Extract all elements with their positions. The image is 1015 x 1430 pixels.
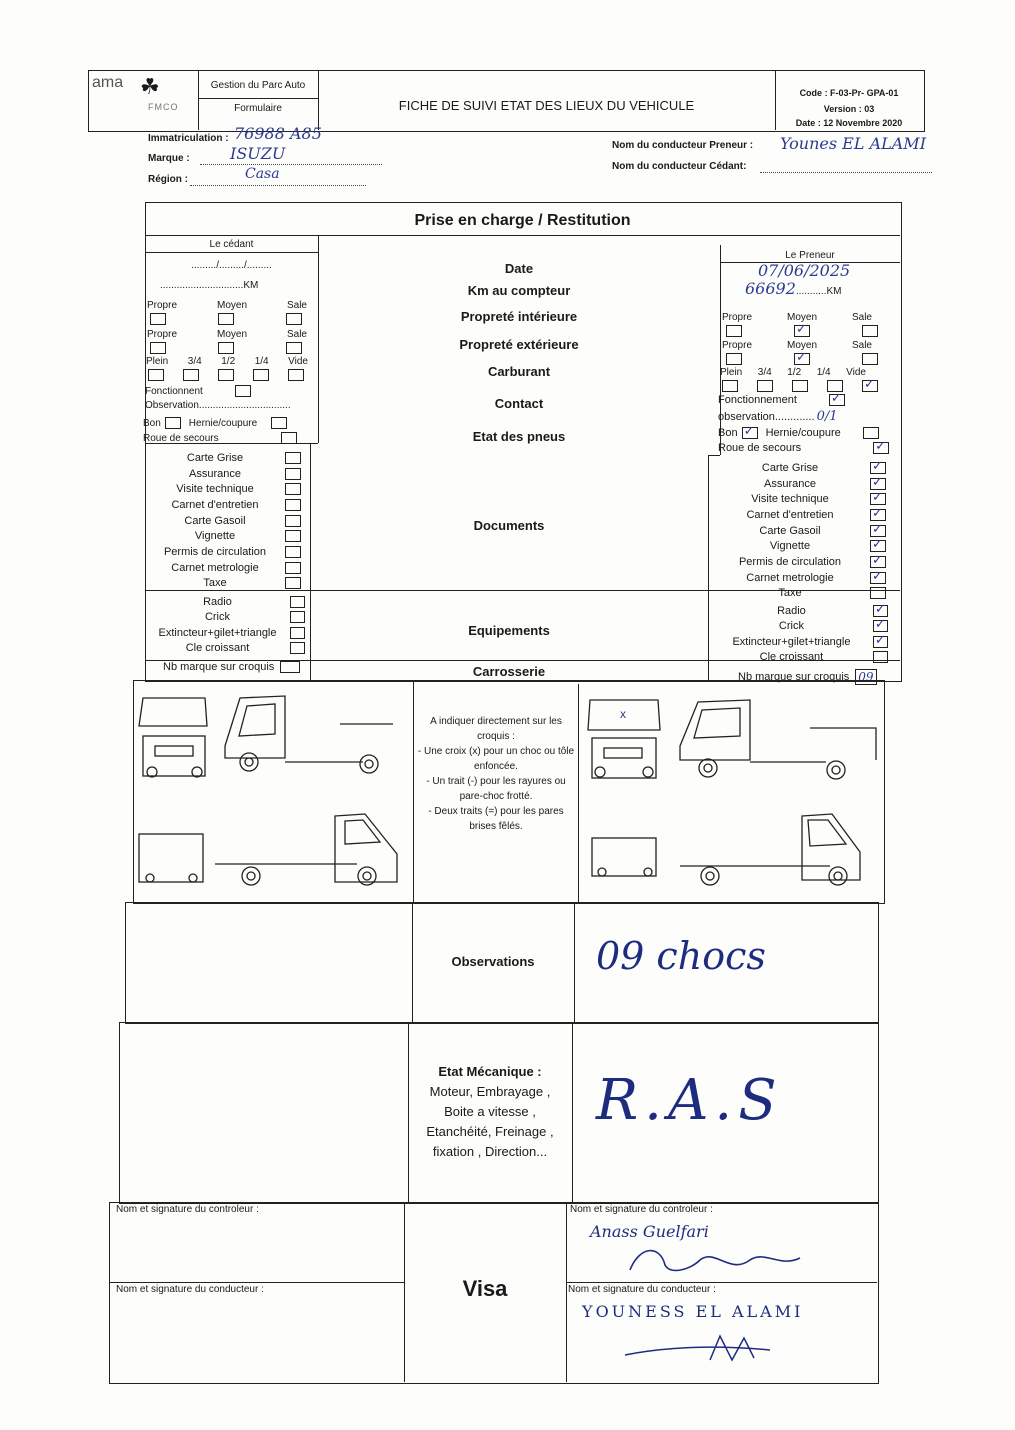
label-carrosserie: Carrosserie — [472, 664, 546, 679]
right-equipements-list — [710, 603, 888, 665]
controleur-signature-mark — [620, 1240, 810, 1280]
region-label: Région : — [148, 174, 188, 185]
sig-controleur-label-right: Nom et signature du controleur : — [570, 1204, 713, 1215]
svg-text:x: x — [620, 707, 626, 721]
left-prop-int-sale-checkbox[interactable] — [286, 313, 302, 325]
right-fuel-vide-checkbox[interactable] — [862, 380, 878, 392]
left-hernie: Hernie/coupure — [188, 417, 258, 429]
logo-text: ama — [92, 74, 124, 91]
left-prop-int-moyen: Moyen — [216, 300, 247, 311]
left-fuel-vide-checkbox[interactable] — [288, 369, 304, 381]
left-fuel-34: 3/4 — [187, 356, 202, 367]
left-equip-label: Radio — [203, 595, 232, 608]
right-doc-checkbox[interactable] — [870, 572, 886, 584]
left-doc-label: Carnet metrologie — [171, 561, 259, 574]
left-roue: Roue de secours — [143, 432, 219, 444]
right-doc-checkbox[interactable] — [870, 556, 886, 568]
conducteur-signature-mark — [620, 1330, 800, 1370]
mecanique-label: Etat Mécanique : — [438, 1064, 542, 1079]
right-bon: Bon — [718, 427, 738, 439]
croquis-instruction-line: - Un trait (-) pour les rayures ou pare-choc frotté. — [426, 776, 566, 802]
right-doc-label: Carte Grise — [761, 461, 819, 474]
label-prop-int: Propreté intérieure — [460, 309, 578, 324]
left-doc-label: Carte Grise — [186, 451, 244, 464]
form-title: FICHE DE SUIVI ETAT DES LIEUX DU VEHICULE — [398, 98, 695, 113]
right-bon-checkbox[interactable] — [742, 427, 758, 439]
right-prop-int-moyen-checkbox[interactable] — [794, 325, 810, 337]
left-fonctionnement-checkbox[interactable] — [235, 385, 251, 397]
left-fuel-14-checkbox[interactable] — [253, 369, 269, 381]
mecanique-detail: Moteur, Embrayage , Boite a vitesse , Etanchéité, Freinage , fixation , Direction... — [426, 1084, 554, 1159]
left-prop-int-propre-checkbox[interactable] — [150, 313, 166, 325]
right-doc-label: Carte Gasoil — [759, 524, 821, 537]
left-fuel-plein: Plein — [146, 356, 169, 367]
right-fuel-34-checkbox[interactable] — [757, 380, 773, 392]
right-doc-label: Assurance — [764, 477, 816, 490]
left-roue-checkbox[interactable] — [281, 432, 297, 444]
label-documents: Documents — [473, 518, 545, 533]
section-title: Prise en charge / Restitution — [414, 212, 631, 229]
right-doc-label: Vignette — [769, 540, 811, 553]
right-equip-label: Crick — [778, 620, 804, 633]
right-hernie: Hernie/coupure — [765, 427, 841, 439]
label-prop-ext: Propreté extérieure — [459, 337, 579, 352]
left-doc-label: Taxe — [203, 577, 227, 590]
right-prop-ext-propre: Propre — [722, 340, 753, 351]
left-bon: Bon — [143, 417, 161, 429]
left-doc-checkbox[interactable] — [285, 530, 301, 542]
right-observation-value: 0/1 — [816, 409, 838, 424]
observations-value: 09 chocs — [596, 934, 766, 978]
conducteur-signature: YOUNESS EL ALAMI — [582, 1302, 804, 1321]
visa-label: Visa — [462, 1276, 508, 1301]
right-date-value: 07/06/2025 — [758, 261, 851, 280]
dept-label: Gestion du Parc Auto — [210, 80, 306, 91]
right-doc-label: Carnet metrologie — [746, 571, 834, 584]
right-equip-checkbox[interactable] — [873, 651, 888, 663]
vehicle-diagram-right — [580, 690, 880, 900]
left-fuel-vide: Vide — [288, 356, 308, 367]
observations-label: Observations — [451, 954, 535, 969]
logo — [92, 72, 196, 126]
left-doc-checkbox[interactable] — [285, 499, 301, 511]
right-doc-checkbox[interactable] — [870, 587, 886, 599]
right-roue-checkbox[interactable] — [873, 442, 889, 454]
right-nb-marque: Nb marque sur croquis — [738, 671, 850, 683]
left-prop-ext-propre: Propre — [147, 329, 178, 340]
right-equip-checkbox[interactable] — [873, 605, 888, 617]
immat-value: 76988 A85 — [234, 124, 322, 143]
left-fuel-14: 1/4 — [254, 356, 269, 367]
left-prop-int-moyen-checkbox[interactable] — [218, 313, 234, 325]
left-doc-label: Vignette — [194, 530, 236, 543]
left-nb-marque: Nb marque sur croquis — [163, 661, 275, 673]
label-km: Km au compteur — [467, 283, 571, 298]
right-fuel-vide: Vide — [846, 367, 866, 378]
right-equip-label: Extincteur+gilet+triangle — [732, 635, 851, 648]
right-fuel-plein: Plein — [720, 367, 743, 378]
left-doc-checkbox[interactable] — [285, 468, 301, 480]
doc-type-label: Formulaire — [234, 103, 282, 114]
doc-version: Version : 03 — [823, 104, 875, 114]
immat-label: Immatriculation : — [148, 133, 229, 144]
right-doc-checkbox[interactable] — [870, 493, 886, 505]
right-equip-checkbox[interactable] — [873, 636, 888, 648]
left-prop-ext-propre-checkbox[interactable] — [150, 342, 166, 354]
right-fuel-14: 1/4 — [816, 367, 831, 378]
right-observation: observation............. — [718, 410, 815, 423]
left-prop-int-propre: Propre — [147, 300, 178, 311]
croquis-instruction-line: - Deux traits (=) pour les pares brises fêlés. — [428, 806, 564, 832]
sig-controleur-label-left: Nom et signature du controleur : — [116, 1204, 259, 1215]
left-doc-label: Carte Gasoil — [184, 514, 246, 527]
left-observation: Observation................................. — [145, 400, 291, 411]
left-date-blank: ........./........./......... — [191, 260, 272, 271]
right-doc-label: Taxe — [778, 587, 802, 600]
left-doc-label: Permis de circulation — [163, 545, 267, 558]
left-equip-checkbox[interactable] — [290, 627, 305, 639]
right-doc-checkbox[interactable] — [870, 462, 886, 474]
left-fuel-plein-checkbox[interactable] — [148, 369, 164, 381]
left-equip-checkbox[interactable] — [290, 642, 305, 654]
right-fonctionnement-checkbox[interactable] — [829, 394, 845, 406]
left-prop-ext-sale: Sale — [286, 329, 307, 340]
label-carburant: Carburant — [487, 364, 551, 379]
label-equipements: Equipements — [468, 623, 550, 638]
col-header-left: Le cédant — [209, 239, 254, 250]
right-prop-ext-propre-checkbox[interactable] — [726, 353, 742, 365]
right-equip-label: Cle croissant — [759, 651, 824, 664]
left-fonctionnement: Fonctionnent — [145, 385, 203, 397]
left-equip-checkbox[interactable] — [290, 596, 305, 608]
col-header-right: Le Preneur — [785, 250, 835, 261]
left-doc-checkbox[interactable] — [285, 452, 301, 464]
right-prop-ext-sale: Sale — [851, 340, 872, 351]
right-equip-checkbox[interactable] — [873, 620, 888, 632]
logo-icon: ☘ — [140, 74, 160, 99]
marque-value: ISUZU — [230, 144, 286, 163]
left-prop-ext-sale-checkbox[interactable] — [286, 342, 302, 354]
left-doc-checkbox[interactable] — [285, 577, 301, 589]
right-prop-ext-sale-checkbox[interactable] — [862, 353, 878, 365]
sig-conducteur-label-left: Nom et signature du conducteur : — [116, 1284, 264, 1295]
left-doc-checkbox[interactable] — [285, 546, 301, 558]
right-prop-ext-moyen: Moyen — [786, 340, 817, 351]
right-roue: Roue de secours — [718, 442, 802, 454]
right-km-value: 66692 — [745, 279, 796, 298]
right-doc-checkbox[interactable] — [870, 478, 886, 490]
label-contact: Contact — [494, 396, 544, 411]
left-fuel-34-checkbox[interactable] — [183, 369, 199, 381]
doc-date: Date : 12 Novembre 2020 — [795, 118, 903, 128]
right-doc-checkbox[interactable] — [870, 540, 886, 552]
right-doc-label: Visite technique — [751, 493, 829, 506]
right-doc-checkbox[interactable] — [870, 509, 886, 521]
left-prop-ext-moyen-checkbox[interactable] — [218, 342, 234, 354]
right-doc-checkbox[interactable] — [870, 525, 886, 537]
left-prop-int-sale: Sale — [286, 300, 307, 311]
left-fuel-12: 1/2 — [221, 356, 236, 367]
left-doc-checkbox[interactable] — [285, 483, 301, 495]
doc-code: Code : F-03-Pr- GPA-01 — [799, 88, 899, 98]
right-prop-int-propre-checkbox[interactable] — [726, 325, 742, 337]
right-documents-list — [710, 460, 888, 601]
left-prop-ext-moyen: Moyen — [216, 329, 247, 340]
right-nb-marque-value: 09 — [855, 669, 876, 685]
left-km-blank: ..............................KM — [160, 280, 259, 291]
croquis-instruction-line: A indiquer directement sur les croquis : — [430, 716, 562, 742]
left-doc-checkbox[interactable] — [285, 515, 301, 527]
right-prop-int-sale-checkbox[interactable] — [862, 325, 878, 337]
right-equip-label: Radio — [777, 604, 806, 617]
vehicle-diagram-left — [135, 686, 410, 898]
left-equip-label: Extincteur+gilet+triangle — [158, 626, 277, 639]
preneur-label: Nom du conducteur Preneur : — [612, 140, 754, 151]
right-prop-int-moyen: Moyen — [786, 312, 817, 323]
croquis-instruction-line: - Une croix (x) pour un choc ou tôle enfoncée. — [417, 746, 575, 772]
left-doc-checkbox[interactable] — [285, 562, 301, 574]
right-km-unit: ...........KM — [795, 286, 842, 297]
left-doc-label: Assurance — [189, 467, 241, 480]
left-doc-label: Carnet d'entretien — [171, 498, 259, 511]
left-equipements-list — [145, 594, 305, 656]
label-date: Date — [504, 261, 534, 276]
right-fuel-plein-checkbox[interactable] — [722, 380, 738, 392]
croquis-instructions — [416, 714, 576, 834]
right-prop-ext-moyen-checkbox[interactable] — [794, 353, 810, 365]
right-fonctionnement: Fonctionnement — [718, 394, 797, 406]
preneur-value: Younes EL ALAMI — [780, 134, 927, 153]
right-prop-int-sale: Sale — [851, 312, 872, 323]
left-equip-checkbox[interactable] — [290, 611, 305, 623]
controleur-signature: Anass Guelfari — [590, 1222, 709, 1241]
left-fuel-12-checkbox[interactable] — [218, 369, 234, 381]
region-value: Casa — [245, 166, 280, 182]
mecanique-value: R.A.S — [596, 1068, 783, 1133]
right-doc-label: Carnet d'entretien — [746, 508, 834, 521]
left-bon-checkbox[interactable] — [165, 417, 181, 429]
right-fuel-12-checkbox[interactable] — [792, 380, 808, 392]
cedant-label: Nom du conducteur Cédant: — [612, 161, 747, 172]
left-hernie-checkbox[interactable] — [271, 417, 287, 429]
logo-sub: FMCO — [148, 102, 179, 112]
left-documents-list — [145, 450, 305, 591]
label-pneus: Etat des pneus — [472, 429, 566, 444]
left-doc-label: Visite technique — [176, 483, 254, 496]
sig-conducteur-label-right: Nom et signature du conducteur : — [568, 1284, 716, 1295]
right-prop-int-propre: Propre — [722, 312, 753, 323]
marque-label: Marque : — [148, 153, 190, 164]
right-fuel-12: 1/2 — [787, 367, 802, 378]
left-equip-label: Cle croissant — [185, 642, 250, 655]
right-doc-label: Permis de circulation — [738, 555, 842, 568]
right-fuel-34: 3/4 — [757, 367, 772, 378]
left-nb-marque-box[interactable] — [280, 661, 300, 673]
left-equip-label: Crick — [204, 611, 231, 624]
